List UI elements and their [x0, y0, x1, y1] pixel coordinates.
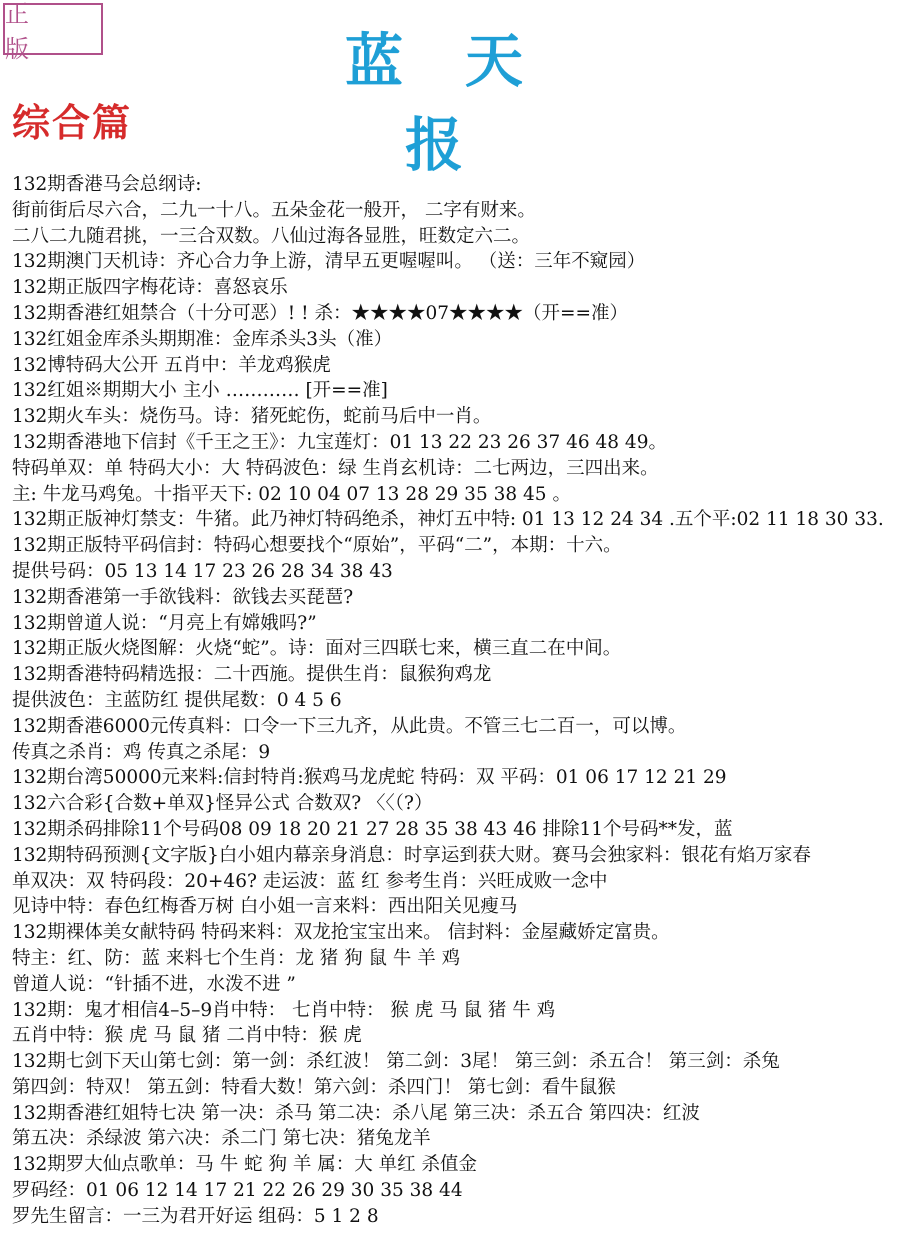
- text-line: 罗先生留言：一三为君开好运 组码：5 1 2 8: [12, 1205, 379, 1227]
- text-line: 132期裸体美女献特码 特码来料：双龙抢宝宝出来。 信封料：金屋藏娇定富贵。: [12, 922, 670, 944]
- text-line: 罗码经：01 06 12 14 17 21 22 26 29 30 35 38 44: [12, 1180, 463, 1202]
- zhengban-badge: 正 版: [3, 3, 103, 55]
- text-line: 132红姐金库杀头期期准：金库杀头3头（准）: [12, 328, 393, 350]
- text-line: 132期澳门天机诗：齐心合力争上游，清早五更喔喔叫。 （送：三年不窥园）: [12, 251, 646, 273]
- text-line: 传真之杀肖：鸡 传真之杀尾：9: [12, 741, 271, 763]
- text-line: 132六合彩{合数+单双}怪异公式 合数双? 〈〈（?）: [12, 793, 433, 815]
- text-line: 132期：鬼才相信4–5–9肖中特： 七肖中特： 猴 虎 马 鼠 猪 牛 鸡: [12, 999, 556, 1021]
- text-line: 特主：红、防：蓝 来料七个生肖：龙 猪 狗 鼠 牛 羊 鸡: [12, 947, 461, 969]
- text-line: 132期香港红姐禁合（十分可恶）! ! 杀：★★★★07★★★★（开==准）: [12, 302, 628, 324]
- text-line: 132期正版火烧图解：火烧“蛇”。诗：面对三四联七来，横三直二在中间。: [12, 638, 622, 660]
- text-line: 132期台湾50000元来料:信封特肖:猴鸡马龙虎蛇 特码：双 平码：01 06 17 12 21 29: [12, 767, 727, 789]
- text-line: 132期香港第一手欲钱料：欲钱去买琵琶?: [12, 586, 354, 608]
- text-line: 132期正版四字梅花诗：喜怒哀乐: [12, 277, 288, 299]
- text-line: 街前街后尽六合，二九一十八。五朵金花一般开， 二字有财来。: [12, 199, 536, 221]
- text-line: 提供号码：05 13 14 17 23 26 28 34 38 43: [12, 560, 393, 582]
- text-line: 132期罗大仙点歌单：马 牛 蛇 狗 羊 属：大 单红 杀值金: [12, 1154, 477, 1176]
- text-line: 132期香港6000元传真料：口令一下三九齐，从此贵。不管三七二百一，可以博。: [12, 715, 687, 737]
- newspaper-title: 蓝天报: [344, 27, 585, 179]
- text-line: 132期香港地下信封《千王之王》：九宝莲灯：01 13 22 23 26 37 46 48 49。: [12, 431, 667, 453]
- text-line: 特码单双：单 特码大小：大 特码波色：绿 生肖玄机诗：二七两边，三四出来。: [12, 457, 659, 479]
- text-line: 132期曾道人说：“月亮上有嫦娥吗?”: [12, 612, 317, 634]
- text-line: 132期杀码排除11个号码08 09 18 20 21 27 28 35 38 43 46 排除11个号码**发，蓝: [12, 818, 733, 840]
- text-line: 132期香港特码精选报：二十西施。提供生肖：鼠猴狗鸡龙: [12, 664, 492, 686]
- text-line: 第四剑：特双！ 第五剑：特看大数！第六剑：杀四门！ 第七剑：看牛鼠猴: [12, 1076, 616, 1098]
- text-line: 提供波色：主蓝防红 提供尾数：0 4 5 6: [12, 689, 342, 711]
- text-line: 132期正版特平码信封：特码心想要找个“原始”，平码“二”，本期：十六。: [12, 535, 622, 557]
- text-line: 132期正版神灯禁支：牛猪。此乃神灯特码绝杀，神灯五中特: 01 13 12 24 34 .五个平:02 11 18 30 33.: [12, 509, 884, 531]
- text-line: 132博特码大公开 五肖中：羊龙鸡猴虎: [12, 354, 331, 376]
- text-line: 主: 牛龙马鸡兔。十指平天下: 02 10 04 07 13 28 29 35 38 45 。: [12, 483, 571, 505]
- content-lines: [12, 172, 898, 1230]
- text-line: 曾道人说：“针插不进，水泼不进 ”: [12, 973, 296, 995]
- text-line: 第五决：杀绿波 第六决：杀二门 第七决：猪兔龙羊: [12, 1128, 431, 1150]
- text-line: 132期火车头：烧伤马。诗：猪死蛇伤，蛇前马后中一肖。: [12, 406, 492, 428]
- text-line: 五肖中特：猴 虎 马 鼠 猪 二肖中特：猴 虎: [12, 1025, 362, 1047]
- text-line: 132期香港马会总纲诗:: [12, 174, 202, 195]
- text-line: 132红姐※期期大小 主小 ………… [开==准]: [12, 380, 388, 402]
- text-line: 132期香港红姐特七决 第一决：杀马 第二决：杀八尾 第三决：杀五合 第四决：红波: [12, 1102, 700, 1124]
- text-line: 132期七剑下天山第七剑：第一剑：杀红波！ 第二剑：3尾！ 第三剑：杀五合！ 第三剑：杀兔: [12, 1051, 780, 1073]
- text-line: 单双决：双 特码段：20+46? 走运波：蓝 红 参考生肖：兴旺成败一念中: [12, 870, 608, 892]
- text-line: 二八二九随君挑，一三合双数。八仙过海各显胜，旺数定六二。: [12, 225, 531, 247]
- section-title: 综合篇: [12, 100, 133, 145]
- text-line: 见诗中特：春色红梅香万树 白小姐一言来料：西出阳关见瘦马: [12, 896, 518, 918]
- text-line: 132期特码预测{文字版}白小姐内幕亲身消息：时享运到获大财。赛马会独家料：银花有焰万家春: [12, 844, 811, 866]
